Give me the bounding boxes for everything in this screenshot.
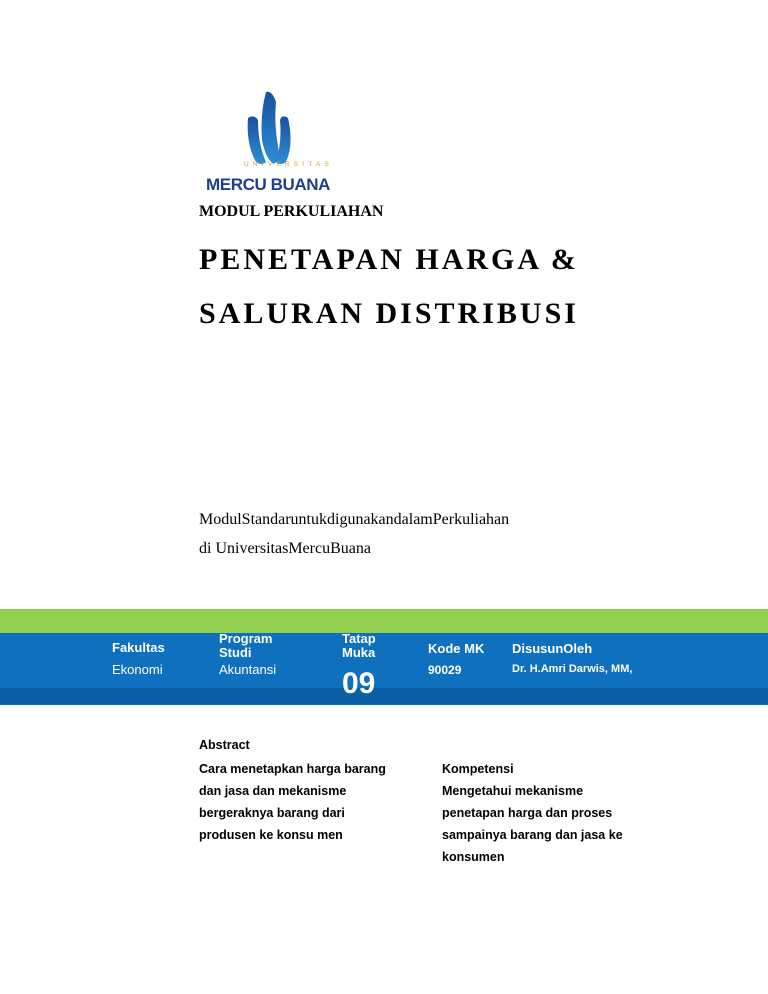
abstract-body — [199, 758, 386, 846]
logo-university-small-text: UNIVERSITAS — [244, 161, 334, 168]
abstract-line: bergeraknya barang dari — [199, 806, 345, 820]
kompetensi-heading: Kompetensi — [442, 762, 514, 776]
info-band-shadow — [0, 688, 768, 704]
kode-mk-value: 90029 — [428, 663, 462, 677]
kompetensi-line: sampainya barang dan jasa ke — [442, 828, 623, 842]
program-label-line-2: Studi — [219, 645, 252, 660]
fakultas-value: Ekonomi — [112, 662, 163, 677]
tatap-label-line-2: Muka — [342, 645, 376, 660]
page-title-line-2: SALURAN DISTRIBUSI — [199, 297, 579, 330]
kompetensi-line: konsumen — [442, 850, 505, 864]
kode-mk-label: Kode MK — [428, 641, 485, 656]
disusun-oleh-label: DisusunOleh — [512, 641, 593, 656]
kompetensi-line: Mengetahui mekanisme — [442, 784, 584, 798]
kompetensi-line: penetapan harga dan proses — [442, 806, 613, 820]
abstract-line: produsen ke konsu men — [199, 828, 343, 842]
module-kicker: MODUL PERKULIAHAN — [199, 203, 384, 220]
university-logo — [196, 84, 348, 196]
fakultas-label: Fakultas — [112, 640, 165, 655]
abstract-line: dan jasa dan mekanisme — [199, 784, 347, 798]
tatap-value: 09 — [342, 667, 376, 700]
abstract-heading: Abstract — [199, 738, 250, 752]
logo-university-name: MERCU BUANA — [206, 175, 331, 194]
kompetensi-section — [442, 758, 623, 868]
program-label-line-1: Program — [219, 631, 273, 646]
abstract-line: Cara menetapkan harga barang — [199, 762, 386, 776]
subtitle-line-2: di UniversitasMercuBuana — [199, 540, 371, 557]
program-value: Akuntansi — [219, 662, 277, 677]
disusun-oleh-value: Dr. H.Amri Darwis, MM, — [512, 663, 633, 675]
info-band-green-strip — [0, 609, 768, 633]
subtitle-line-1: ModulStandaruntukdigunakandalamPerkuliahan — [199, 511, 510, 528]
tatap-label-line-1: Tatap — [342, 631, 376, 646]
page-title-line-1: PENETAPAN HARGA & — [199, 243, 579, 276]
